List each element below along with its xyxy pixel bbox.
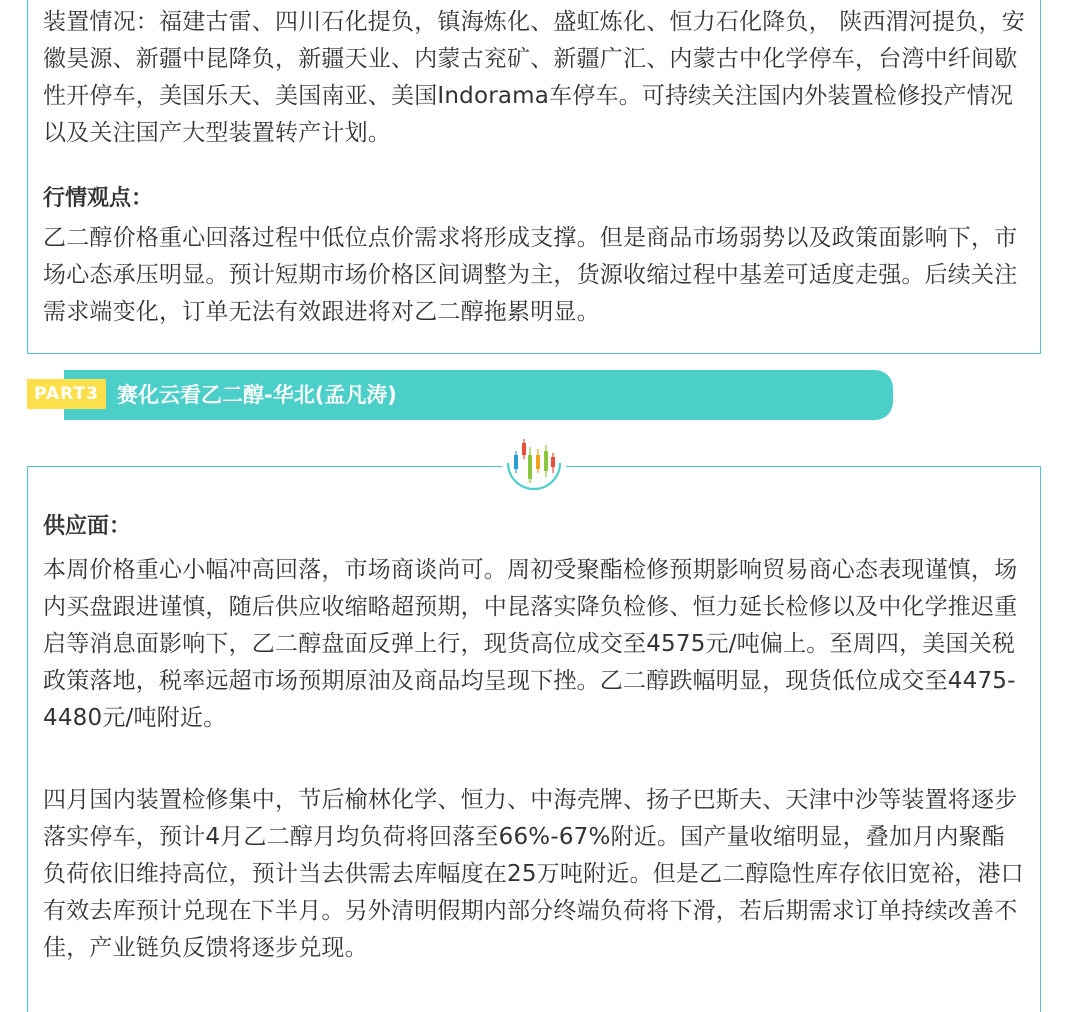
- supply-paragraph-2: 四月国内装置检修集中，节后榆林化学、恒力、中海壳牌、扬子巴斯夫、天津中沙等装置将逐步落实停车，预计4月乙二醇月均负荷将回落至66%-67%附近。国产量收缩明显，叠加月内聚酯负荷依旧维持高位，预计当去供需去库幅度在25万吨附近。但是乙二醇隐性库存依旧宽裕，港口有效去库预计兑现在下半月。另外清明假期内部分终端负荷将下滑，若后期需求订单持续改善不佳，产业链负反馈将逐步兑现。: [43, 787, 1024, 961]
- section-title: 赛化云看乙二醇-华北(孟凡涛): [117, 383, 397, 407]
- supply-paragraph-1: 本周价格重心小幅冲高回落，市场商谈尚可。周初受聚酯检修预期影响贸易商心态表现谨慎，场内买盘跟进谨慎，随后供应收缩略超预期，中昆落实降负检修、恒力延长检修以及中化学推迟重启等消息面影响下，乙二醇盘面反弹上行，现货高位成交至4575元/吨偏上。至周四，美国关税政策落地，税率远超市场预期原油及商品均呈现下挫。乙二醇跌幅明显，现货低位成交至4475-4480元/吨附近。: [43, 557, 1018, 731]
- supply-heading: 供应面：: [43, 514, 132, 539]
- candlestick-logo-icon: [502, 433, 566, 495]
- outlook-heading: 行情观点：: [43, 186, 154, 211]
- outlook-paragraph: 乙二醇价格重心回落过程中低位点价需求将形成支撑。但是商品市场弱势以及政策面影响下，市场心态承压明显。预计短期市场价格区间调整为主，货源收缩过程中基差可适度走强。后续关注需求端变化，订单无法有效跟进将对乙二醇拖累明显。: [43, 225, 1018, 325]
- device-status-paragraph: 装置情况：福建古雷、四川石化提负，镇海炼化、盛虹炼化、恒力石化降负， 陕西渭河提负，安徽昊源、新疆中昆降负，新疆天业、内蒙古兖矿、新疆广汇、内蒙古中化学停车，台湾中纤间歇性开停车，美国乐天、美国南亚、美国Indorama车停车。可持续关注国内外装置检修投产情况以及关注国产大型装置转产计划。: [43, 9, 1025, 146]
- part-label-badge: PART3: [27, 379, 106, 409]
